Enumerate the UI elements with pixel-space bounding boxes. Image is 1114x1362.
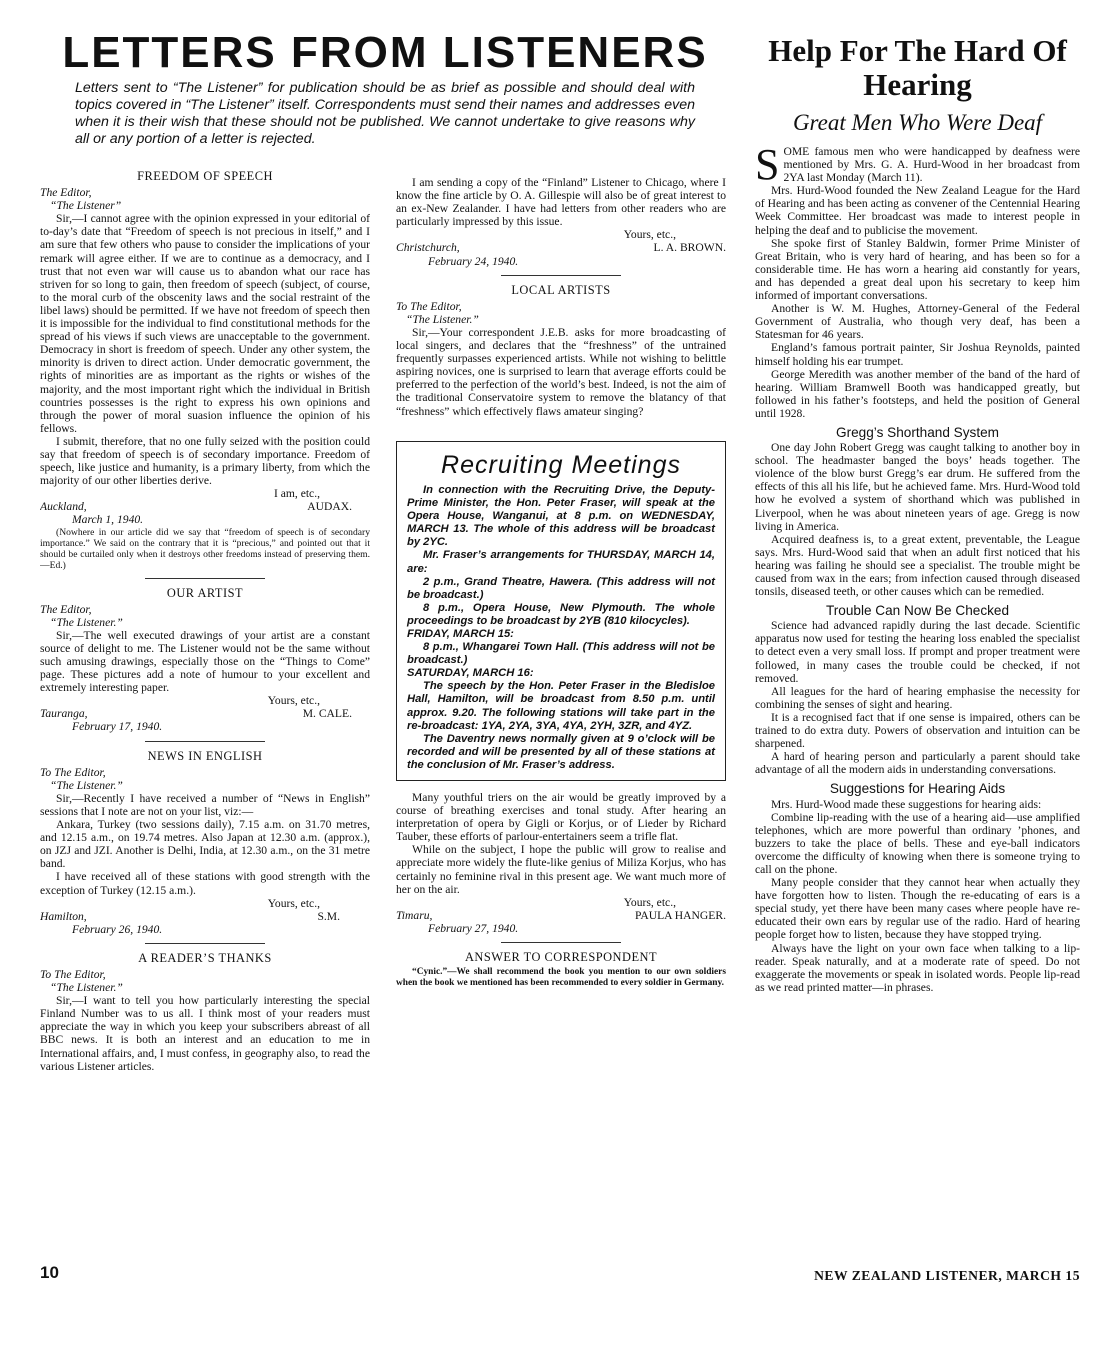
letter-author: PAULA HANGER. [634, 908, 726, 922]
letter-paragraph: I have received all of these stations with good strength with the exception of Turkey (12.15 a.m.). [40, 870, 370, 897]
letter-author: S.M. [317, 909, 340, 923]
column-right [755, 145, 1080, 1230]
salutation: To The Editor, [40, 967, 106, 981]
article-paragraph: Acquired deafness is, to a great extent, preventable, the League says. Mrs. Hurd-Wood said that when an adult first noticed that his hearing was failing he should see a specialist. The trouble might be caused from wax in the ears; from infection caused through diseased tonsils, diseased teeth, or other causes which can be remedied. [755, 532, 1080, 599]
recruiting-paragraph: The Daventry news normally given at 9 o’clock will be recorded and will be presented by all of these stations at the conclusion of Mr. Fraser’s address. [407, 732, 715, 771]
divider [501, 275, 621, 276]
letter-date: February 24, 1940. [428, 254, 519, 268]
letter-local-artists [396, 284, 726, 431]
letter-paragraph: I am sending a copy of the “Finland” Listener to Chicago, where I know the fine article by O. A. Gillespie will also be of great interest to an ex-New Zealander. I have had letters from other readers who are particularly impressed by this issue. [396, 176, 726, 229]
article-paragraph: George Meredith was another member of the band of the hard of hearing. William Bramwell Booth was handicapped greatly, but followed in his father’s footsteps, and held the position of General until 1928. [755, 367, 1080, 420]
letter-date: March 1, 1940. [72, 513, 144, 527]
article-paragraph: Science had advanced rapidly during the last decade. Scientific apparatus now used for testing the hearing loss enabled the specialist to detect even a very small loss. If prompt and proper treatment were followed, in many cases the trouble could be checked, if not removed. [755, 619, 1080, 685]
article-paragraph: Another is W. M. Hughes, Attorney-General of the Federal Government of Australia, who though very deaf, has been a Statesman for 46 years. [755, 302, 1080, 342]
article-title: Help For The Hard Of Hearing [768, 33, 1067, 102]
article-paragraph: Combine lip-reading with the use of a hearing aid—use amplified telephones, which are more powerful than ordinary ’phones, and buzzers to take the place of bells. These and eye-ball indicators overcome the difficulty of knowing when there is someone trying to call on the phone. [755, 810, 1080, 876]
article-paragraph: England’s famous portrait painter, Sir Joshua Reynolds, painted himself holding his ear trumpet. [755, 341, 1080, 368]
answer-text: “Cynic.”—We shall recommend the book you mention to our own soldiers when the book we mentioned has been recommended to every soldier in Germany. [396, 967, 726, 988]
article-paragraph: Mrs. Hurd-Wood made these suggestions for hearing aids: [771, 797, 1042, 811]
letter-date: February 27, 1940. [428, 921, 519, 935]
letter-paragraph: While on the subject, I hope the public will grow to realise and appreciate more widely the flute-like genius of Miliza Korjus, who has certainly no feminine rival in this present age. We want much more of her on the air. [396, 843, 726, 896]
intro-notice: Letters sent to “The Listener” for publication should be as brief as possible and should deal with topics covered in “The Listener” itself. Correspondents must send their names and addresses even when it is their wish that these should not be published. We cannot undertake to give reasons why all or any portion of a letter is rejected. [75, 80, 695, 147]
recruiting-title: Recruiting Meetings [441, 450, 681, 479]
article-paragraph: Always have the light on your own face when talking to a lip-reader. Speak naturally, and at a moderate rate of speed. Do not exaggerate the movements or speak in isolated words. People lip-read as we read printed matter—in phrases. [755, 941, 1080, 994]
signature-row [40, 910, 370, 923]
recruiting-paragraph: The speech by the Hon. Peter Fraser in the Bledisloe Hall, Hamilton, will be broadcast from 8.50 p.m. until approx. 9.20. The following stations will take part in the re-broadcast: 1YA, 2YA, 3YA, 4YA, 2YH, 3ZR, and 4YZ. [407, 680, 715, 732]
page-number: 10 [40, 1263, 59, 1282]
salutation-addressee: “The Listener.” [50, 615, 123, 629]
signoff: I am, etc., [273, 487, 320, 501]
recruiting-paragraph: 8 p.m., Opera House, New Plymouth. The whole proceedings to be broadcast by 2YB (810 kilocycles). [407, 601, 715, 627]
signature-row [396, 241, 726, 254]
article-paragraph: One day John Robert Gregg was caught talking to another boy in school. The headmaster banged the boys’ heads together. The violence of the blow burst Gregg’s ear drum. He suffered from the effects of this all his life, but he achieved fame. Mrs. Hurd-Wood told how he evolved a system of shorthand which was published in Liverpool, when he was about nineteen years of age. Gregg is now living in America. [755, 441, 1080, 533]
recruiting-day: SATURDAY, MARCH 16: [407, 667, 534, 680]
recruiting-meetings-box [396, 441, 726, 781]
letter-readers-thanks-continued [396, 176, 726, 268]
article-paragraph: All leagues for the hard of hearing emphasise the necessity for combining the senses of sight and hearing. [755, 684, 1080, 711]
signoff: Yours, etc., [267, 896, 320, 910]
letter-place: Hamilton, [40, 909, 87, 923]
lead-text: OME famous men who were handicapped by deafness were mentioned by Mrs. G. A. Hurd-Wood in her broadcast from 2YA last Monday (March 11). [783, 145, 1080, 185]
letter-author: L. A. BROWN. [653, 241, 726, 255]
drop-cap: S [755, 145, 780, 189]
answer-to-correspondent [396, 951, 726, 989]
signature-row [40, 500, 370, 513]
answer-heading: ANSWER TO CORRESPONDENT [464, 950, 658, 965]
recruiting-paragraph: 2 p.m., Grand Theatre, Hawera. (This address will not be broadcast.) [407, 575, 715, 601]
salutation-addressee: “The Listener” [50, 199, 122, 213]
subheading-hearing-aids: Suggestions for Hearing Aids [829, 781, 1006, 797]
article-paragraph: It is a recognised fact that if one sense is impaired, others can be trained to do extra duty. Powers of observation and intuition can be sharpened. [755, 710, 1080, 751]
recruiting-paragraph: 8 p.m., Whangarei Town Hall. (This address will not be broadcast.) [407, 641, 715, 667]
page-title: LETTERS FROM LISTENERS [62, 28, 708, 77]
signoff: Yours, etc., [623, 228, 676, 242]
subheading-trouble-checked: Trouble Can Now Be Checked [825, 603, 1010, 619]
recruiting-paragraph: Mr. Fraser’s arrangements for THURSDAY, MARCH 14, are: [407, 549, 715, 575]
letter-our-artist [40, 587, 370, 734]
letter-place: Auckland, [40, 500, 87, 514]
salutation: The Editor, [40, 602, 92, 616]
signoff: Yours, etc., [623, 895, 676, 909]
divider [145, 578, 265, 579]
letter-freedom-of-speech [40, 170, 370, 571]
letter-place: Tauranga, [40, 707, 88, 721]
divider [501, 942, 621, 943]
letter-paragraph: I submit, therefore, that no one fully seized with the position could say that freedom of speech is of secondary importance. Freedom of speech, like justice and humanity, is a primary liberty, from which the majority of our other liberties derive. [40, 434, 370, 488]
article-lead-paragraph [755, 145, 1080, 189]
divider [145, 943, 265, 944]
salutation-addressee: “The Listener.” [406, 312, 479, 326]
letter-paragraph: Sir,—I cannot agree with the opinion expressed in your editorial of to-day’s date that “Freedom of speech is not precious in itself,” and I am sure that few others who pause to consider the implications of your remark will agree either. If we are to continue as a democracy, and I trust that not even war will cause us to abandon what our race has striven for so long to gain, then freedom of speech (subject, of course, to the moral curb of the obscenity laws and the social restraint of the libel laws) should be permitted. If we have not freedom of speech then it is impossible for the individual to find constitutional methods for the spread of his views if such views are unacceptable to the government. Democracy in short is freedom of speech. Under any other system, the minority is driven to direct action. Under democratic government, the rights of minorities are as important as the rights or wishes of the majority, and the most important right which the individual in British countries possesses is the right to express his own opinions and through the power of moral suasion influence the opinion of his fellows. [40, 212, 370, 435]
letter-paragraph: Sir,—Recently I have received a number of “News in English” sessions that I note are not on your list, viz:— [40, 791, 370, 818]
recruiting-day: FRIDAY, MARCH 15: [407, 627, 514, 640]
letter-paragraph: Sir,—I want to tell you how particularly interesting the special Finland Number was to us all. I think most of your readers must appreciate the way in which you keep your subscribers abreast of all BBC news. It is both an interest and an education to me in International affairs, and, I must confess, in geography also, to read the various Listener articles. [40, 994, 370, 1073]
letter-paragraph: Sir,—The well executed drawings of your artist are a constant source of delight to me. The Listener would not be the same without such amusing drawings, especially those on the “Things to Come” page. These pictures add a note of humour to your excellent and extremely interesting paper. [40, 628, 370, 695]
letter-date: February 26, 1940. [72, 922, 163, 936]
signature-row [396, 909, 726, 922]
salutation: To The Editor, [40, 765, 106, 779]
divider [145, 741, 265, 742]
recruiting-paragraph: In connection with the Recruiting Drive, the Deputy-Prime Minister, the Hon. Peter Fraser, will speak at the Opera House, Wanganui, at 8 p.m. on WEDNESDAY, MARCH 13. The whole of this address will be broadcast by 2YC. [407, 483, 715, 549]
letter-place: Timaru, [396, 908, 433, 922]
signoff: Yours, etc., [267, 694, 320, 708]
column-middle [396, 176, 726, 1261]
letter-place: Christchurch, [396, 241, 460, 255]
letter-heading: FREEDOM OF SPEECH [137, 170, 273, 183]
letter-readers-thanks [40, 952, 370, 1073]
salutation-addressee: “The Listener.” [50, 981, 123, 995]
letter-news-in-english [40, 750, 370, 936]
column-left [40, 170, 370, 1255]
subheading-greggs-shorthand: Gregg’s Shorthand System [836, 424, 999, 440]
article-paragraph: Mrs. Hurd-Wood founded the New Zealand League for the Hard of Hearing and has been acting as convener of the Centennial Hearing Week Committee. Her broadcast was made to interest people in helping the deaf and to publicise the movement. [755, 184, 1080, 237]
letter-heading: NEWS IN ENGLISH [147, 748, 263, 763]
article-subtitle: Great Men Who Were Deaf [792, 110, 1043, 135]
letter-heading: OUR ARTIST [166, 585, 244, 600]
letter-local-artists-continued [396, 791, 726, 935]
letter-paragraph: Ankara, Turkey (two sessions daily), 7.15 a.m. on 31.70 metres, and 12.15 a.m., on 19.74 metres. Also Japan at 12.30 a.m. (approx.), on JZJ and JZI. Another is Delhi, India, at 12.30 a.m., on the 31 metre band. [40, 818, 370, 871]
letter-heading: LOCAL ARTISTS [511, 282, 611, 297]
letter-date: February 17, 1940. [72, 720, 163, 734]
editor-note: (Nowhere in our article did we say that “freedom of speech is of secondary importance.” We said on the contrary that it is “precious,” and pointed out that it should be curtailed only when it destroys other freedoms instead of preserving them.—Ed.) [40, 526, 370, 571]
article-paragraph: Many people consider that they cannot hear when actually they have forgotten how to listen. Though the re-educating of ears is a special study, yet there have been many cases where people have re-educated their own ears by regular use of the radio. Hard of hearing people forget how to listen, because they have stopped trying. [755, 876, 1080, 942]
salutation-addressee: “The Listener.” [50, 778, 123, 792]
letter-heading: A READER’S THANKS [138, 950, 272, 965]
salutation: The Editor, [40, 186, 92, 200]
letter-author: AUDAX. [307, 500, 352, 514]
letter-author: M. CALE. [302, 707, 352, 721]
publication-footer: NEW ZEALAND LISTENER, MARCH 15 [814, 1268, 1080, 1283]
letter-paragraph: Many youthful triers on the air would be greatly improved by a course of breathing exercises and tonal study. After hearing an interpretation of opera by Gigli or Korjus, or of Lieder by Richard Tauber, these efforts of parlour-entertainers seem a trifle flat. [396, 791, 726, 844]
article-paragraph: She spoke first of Stanley Baldwin, former Prime Minister of Great Britain, who is very hard of hearing, and has been so for a considerable time. He has worn a hearing aid constantly for years, and has depended a great deal upon his secretary to keep him informed of important conversations. [755, 236, 1080, 303]
signature-row [40, 707, 370, 720]
salutation: To The Editor, [396, 299, 462, 313]
letter-paragraph: Sir,—Your correspondent J.E.B. asks for more broadcasting of local singers, and declares that the “freshness” of the untrained frequently surpasses experienced artists. While not wishing to belittle aspiring novices, one is surprised to learn that average efforts could be preferred to the perfection of the world’s best. Indeed, is not the aim of the traditional Conservatoire system to remove the blatancy of that “freshness” which effectively flaws amateur singing? [396, 325, 726, 418]
article-paragraph: A hard of hearing person and particularly a parent should take advantage of all the modern aids in understanding conversations. [755, 750, 1080, 777]
